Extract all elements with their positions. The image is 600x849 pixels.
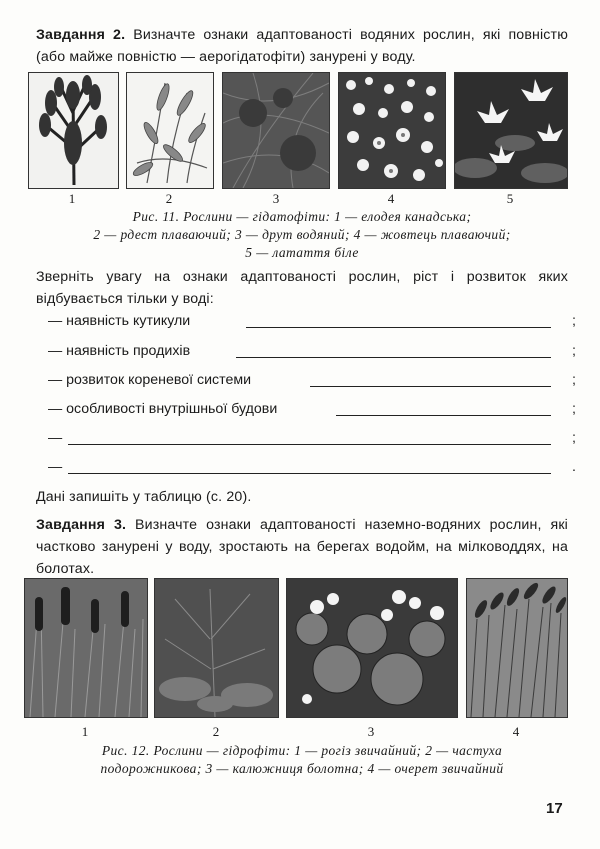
task2-title: Завдання 2. — [36, 27, 126, 43]
fig11-number-3: 3 — [272, 191, 280, 206]
photo-elodea — [28, 72, 119, 189]
list-item-label: — розвиток кореневої системи — [48, 372, 252, 388]
fig11-number-1: 1 — [68, 191, 76, 206]
list-item-internal-structure — [36, 398, 576, 420]
fig12-number-2: 2 — [212, 724, 220, 739]
fig12-number-4: 4 — [512, 724, 520, 739]
list-item-label: — наявність продихів — [48, 343, 191, 359]
answer-line-blank-1[interactable] — [68, 444, 551, 445]
photo-white-water-lily — [454, 72, 568, 189]
task2-paragraph — [36, 24, 568, 68]
list-item-end: ; — [572, 372, 576, 388]
fig11-caption-line2: 2 — рдест плаваючий; 3 — друт водяний; 4 — жовтець плаваючий; — [93, 227, 511, 242]
photo-common-reed — [466, 578, 568, 718]
list-item-end: ; — [572, 313, 576, 329]
photo-water-moss — [222, 72, 330, 189]
answer-line-cuticle[interactable] — [246, 327, 551, 328]
answer-line-root-system[interactable] — [310, 386, 551, 387]
list-item-blank-1 — [36, 427, 576, 449]
fig12-number-1: 1 — [81, 724, 89, 739]
list-item-end: ; — [572, 343, 576, 359]
answer-line-blank-2[interactable] — [68, 473, 551, 474]
list-item-label: — — [48, 430, 63, 446]
photo-cattail — [24, 578, 148, 718]
list-item-cuticle — [36, 310, 576, 332]
table-note: Дані запишіть у таблицю (с. 20). — [36, 489, 252, 505]
page-number: 17 — [546, 800, 563, 817]
photo-pondweed — [126, 72, 214, 189]
photo-marsh-marigold — [286, 578, 458, 718]
answer-line-stomata[interactable] — [236, 357, 551, 358]
task3-title: Завдання 3. — [36, 517, 127, 533]
fig11-caption-line3: 5 — латаття біле — [245, 245, 359, 260]
fig12-number-3: 3 — [367, 724, 375, 739]
list-item-end: ; — [572, 430, 576, 446]
list-item-root-system — [36, 369, 576, 391]
list-item-end: ; — [572, 401, 576, 417]
attention-paragraph: Зверніть увагу на ознаки адаптованості рослин, ріст і розвиток яких відбувається тільки у воді: — [36, 269, 568, 307]
fig12-caption-line1: Рис. 12. Рослини — гідрофіти: 1 — рогіз звичайний; 2 — частуха — [101, 743, 503, 758]
task3-text: Визначте ознаки адаптованості наземно-водяних рослин, які частково занурені у воду, зростають на берегах водойм, на мілководдях, на болотах. — [36, 517, 568, 577]
list-item-stomata — [36, 340, 576, 362]
list-item-end: . — [572, 459, 576, 475]
list-item-label: — наявність кутикули — [48, 313, 191, 329]
answer-line-internal-structure[interactable] — [336, 415, 551, 416]
list-item-label: — особливості внутрішньої будови — [48, 401, 278, 417]
photo-water-crowfoot — [338, 72, 446, 189]
fig11-number-4: 4 — [387, 191, 395, 206]
task2-text: Визначте ознаки адаптованості водяних рослин, які повністю (або майже повністю — аерогідатофіти) занурені у воду. — [36, 27, 568, 65]
list-item-blank-2 — [36, 456, 576, 478]
fig11-number-2: 2 — [165, 191, 173, 206]
photo-water-plantain — [154, 578, 279, 718]
fig12-caption-line2: подорожникова; 3 — калюжниця болотна; 4 — очерет звичайний — [100, 761, 504, 776]
fig11-number-5: 5 — [506, 191, 514, 206]
task3-paragraph — [36, 514, 568, 580]
list-item-label: — — [48, 459, 63, 475]
fig11-caption-line1: Рис. 11. Рослини — гідатофіти: 1 — елодея канадська; — [132, 209, 472, 224]
